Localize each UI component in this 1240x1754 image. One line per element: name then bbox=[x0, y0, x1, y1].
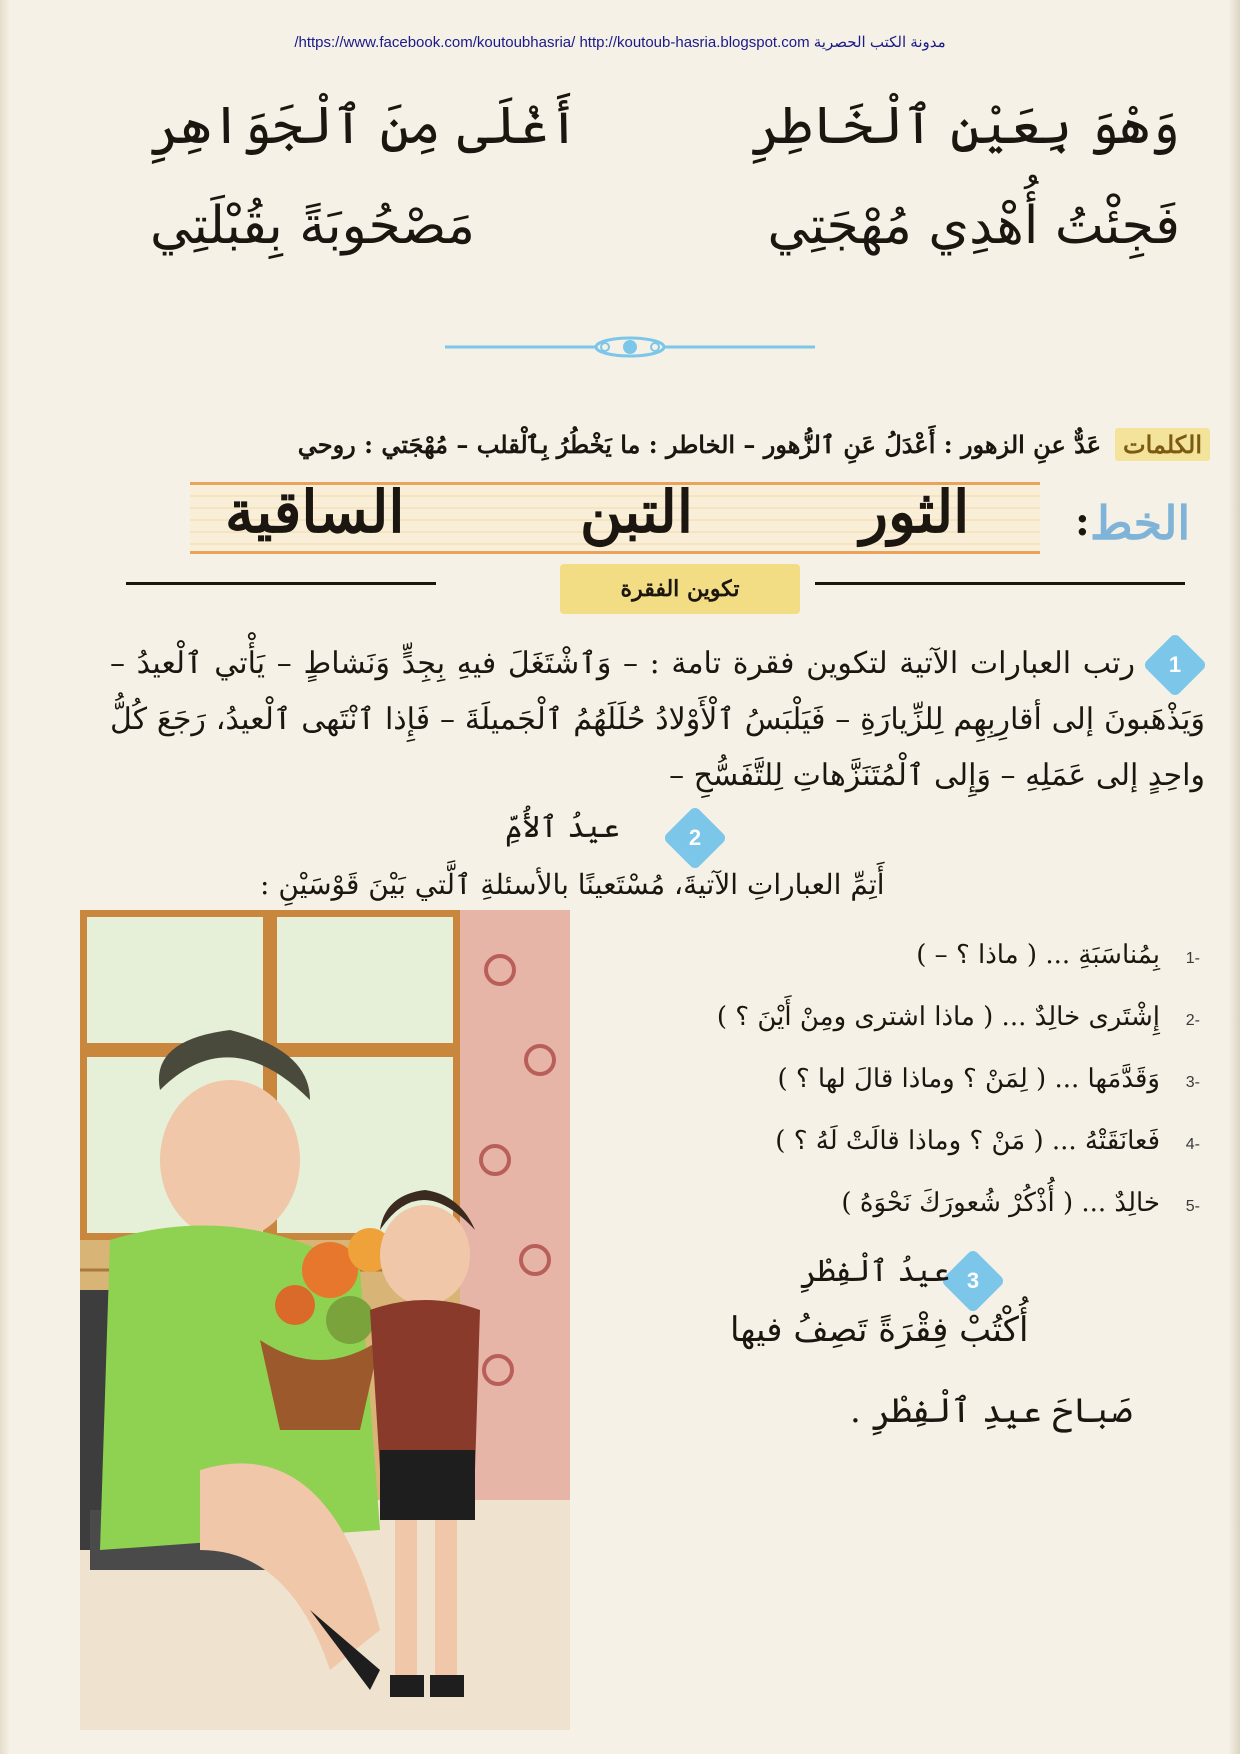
handwriting-word-2: التبن bbox=[580, 478, 693, 546]
list-item bbox=[590, 940, 1200, 1002]
vocabulary-label: الكلمات bbox=[1115, 428, 1210, 461]
exercise-3-badge: 3 bbox=[966, 1268, 980, 1293]
poem-line-2-left: مَصْحُوبَةً بِقُبْلَتِي bbox=[150, 196, 475, 256]
list-item bbox=[590, 1002, 1200, 1064]
exercise-3-line-1: أُكْتُبْ فِقْرَةً تَصِفُ فيها bbox=[730, 1310, 1029, 1350]
vocabulary-text: عَدٌّ عنِ الزهور : أَعْدَلُ عَنِ ٱلزُّهور – الخاطر : ما يَخْطُرُ بِٱلْقلب – مُهْجَتي : روحي bbox=[297, 430, 1102, 459]
page-edge-left bbox=[0, 0, 10, 1754]
item-number: -3 bbox=[1185, 1074, 1200, 1091]
item-text: بِمُناسَبَةِ ... ( ماذا ؟ – ) bbox=[916, 940, 1160, 970]
page-edge-right bbox=[1228, 0, 1240, 1754]
handwriting-label: الخط bbox=[1090, 496, 1191, 550]
poem-line-2 bbox=[140, 196, 1180, 276]
mother-child-illustration bbox=[80, 910, 570, 1730]
item-text: وَقَدَّمَها ... ( لِمَنْ ؟ وماذا قالَ لها ؟ ) bbox=[777, 1064, 1160, 1094]
section-rule-right bbox=[815, 582, 1185, 585]
handwriting-word-3: الساقية bbox=[225, 478, 405, 546]
item-number: -4 bbox=[1185, 1136, 1200, 1153]
header-blog-name: مدونة الكتب الحصرية bbox=[813, 34, 946, 51]
item-number: -2 bbox=[1185, 1012, 1200, 1029]
list-item bbox=[590, 1126, 1200, 1188]
handwriting-colon: : bbox=[1075, 498, 1090, 545]
exercise-3-title: عيدُ ٱلْفِطْرِ bbox=[800, 1254, 951, 1289]
exercise-2-instruction: أَتِمِّ العباراتِ الآتيةَ، مُسْتَعينًا بالأسئلةِ ٱلَّتي بَيْنَ قَوْسَيْنِ : bbox=[260, 868, 885, 901]
exercise-1-badge: 1 bbox=[1168, 652, 1182, 677]
ornament-divider bbox=[445, 336, 815, 358]
header-url-text[interactable]: /https://www.facebook.com/koutoubhasria/ http://koutoub-hasria.blogspot.com bbox=[294, 34, 810, 51]
item-text: إِشْتَرى خالِدٌ ... ( ماذا اشترى ومِنْ أَيْنَ ؟ ) bbox=[716, 1002, 1160, 1032]
exercise-2-items bbox=[590, 940, 1200, 1250]
list-item bbox=[590, 1064, 1200, 1126]
poem-line-1-right: وَهْوَ بِعَيْنِ ٱلْخَاطِرِ bbox=[750, 96, 1180, 156]
section-title: تكوين الفقرة bbox=[560, 564, 800, 614]
vocabulary-line bbox=[100, 428, 1210, 468]
item-text: فَعانَقَتْهُ ... ( مَنْ ؟ وماذا قالَتْ لَهُ ؟ ) bbox=[775, 1126, 1160, 1156]
exercise-2-badge: 2 bbox=[688, 825, 702, 850]
poem-line-2-right: فَجِئْتُ أُهْدِي مُهْجَتِي bbox=[767, 196, 1180, 256]
exercise-1-text: رتب العبارات الآتية لتكوين فقرة تامة : – وَٱشْتَغَلَ فيهِ بِجِدٍّ وَنَشاطٍ – يَأْتي ٱلْعيدُ – وَيَذْهَبونَ إلى أقارِبِهِم لِلزِّيارَةِ – فَيَلْبَسُ ٱلْأَوْلادُ حُلَلَهُمُ ٱلْجَميلَةَ – فَإِذا ٱنْتَهى ٱلْعيدُ، رَجَعَ كُلُّ واحِدٍ إلى عَمَلِهِ – وَإِلى ٱلْمُتَنَزَّهاتِ لِلتَّفَسُّحِ – bbox=[110, 646, 1205, 793]
item-text: خالِدٌ ... ( أُذْكُرْ شُعورَكَ نَحْوَهُ ) bbox=[841, 1188, 1160, 1218]
handwriting-word-1: الثور bbox=[860, 478, 970, 546]
header-links[interactable] bbox=[200, 33, 1040, 51]
exercise-2-title: عيدُ ٱلأُمِّ bbox=[505, 810, 621, 845]
section-rule-left bbox=[126, 582, 436, 585]
item-number: -1 bbox=[1185, 950, 1200, 967]
list-item bbox=[590, 1188, 1200, 1250]
item-number: -5 bbox=[1185, 1198, 1200, 1215]
poem-line-1 bbox=[140, 96, 1180, 176]
exercise-3-line-2: صَباحَ عيدِ ٱلْفِطْرِ . bbox=[850, 1391, 1133, 1431]
poem-line-1-left: أَغْلَى مِنَ ٱلْجَوَاهِرِ bbox=[150, 96, 580, 156]
